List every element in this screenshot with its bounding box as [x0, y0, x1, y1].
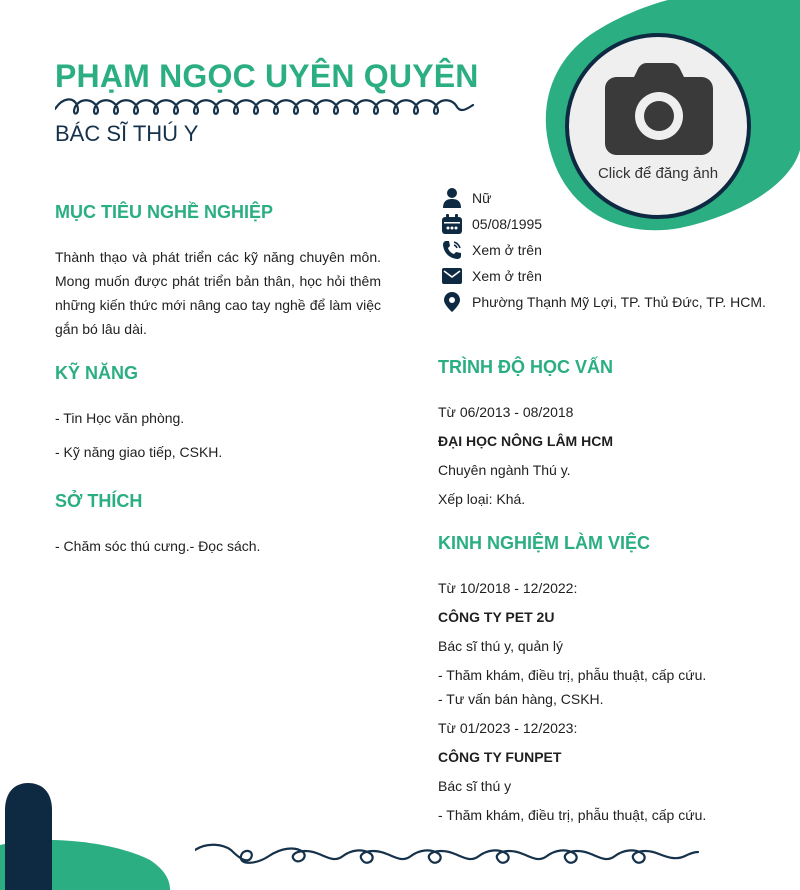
contact-gender [440, 186, 491, 210]
job-duty: - Thăm khám, điều trị, phẫu thuật, cấp cứu. [438, 807, 707, 823]
hobbies-text: - Chăm sóc thú cưng.- Đọc sách. [55, 538, 261, 554]
experience-heading: KINH NGHIỆM LÀM VIỆC [438, 533, 651, 553]
gender-value: Nữ [472, 190, 492, 206]
skill-item: - Tin Học văn phòng. [55, 410, 185, 426]
email-icon [442, 267, 462, 285]
photo-upload-label: Click để đăng ảnh [597, 165, 719, 182]
address-value: Phường Thạnh Mỹ Lợi, TP. Thủ Đức, TP. HCM. [472, 294, 766, 310]
contact-birthday [440, 212, 542, 236]
education-period: Từ 06/2013 - 08/2018 [438, 404, 574, 420]
education-major: Chuyên ngành Thú y. [438, 462, 571, 478]
decor-blob-bottom [0, 770, 200, 890]
location-pin-icon [444, 292, 460, 312]
job-duty: - Thăm khám, điều trị, phẫu thuật, cấp cứu. [438, 667, 707, 683]
objective-heading: MỤC TIÊU NGHỀ NGHIỆP [55, 202, 274, 222]
skills-heading: KỸ NĂNG [55, 363, 139, 383]
job-title: BÁC SĨ THÚ Y [55, 121, 199, 146]
decor-squiggle-bottom [195, 840, 700, 870]
education-school: ĐẠI HỌC NÔNG LÂM HCM [438, 433, 613, 449]
email-value: Xem ở trên [472, 268, 542, 284]
person-icon [443, 188, 461, 208]
job-period: Từ 01/2023 - 12/2023: [438, 720, 578, 736]
objective-text: Thành thạo và phát triển các kỹ năng chuyên môn. Mong muốn được phát triển bản thân, học hỏi thêm những kiến thức mới nâng cao tay nghề để làm việc gắn bó lâu dài. [55, 249, 381, 337]
phone-icon [442, 240, 462, 260]
job-company: CÔNG TY PET 2U [438, 609, 555, 625]
job-period: Từ 10/2018 - 12/2022: [438, 580, 578, 596]
education-heading: TRÌNH ĐỘ HỌC VẤN [438, 357, 613, 377]
job-company: CÔNG TY FUNPET [438, 749, 562, 765]
camera-icon [605, 63, 713, 155]
job-duty: - Tư vấn bán hàng, CSKH. [438, 691, 604, 707]
contact-phone [440, 238, 542, 262]
contact-address [440, 290, 766, 314]
decor-squiggle-top [55, 95, 475, 117]
education-grade: Xếp loại: Khá. [438, 491, 526, 507]
phone-value: Xem ở trên [472, 242, 542, 258]
job-role: Bác sĩ thú y [438, 778, 512, 794]
job-role: Bác sĩ thú y, quản lý [438, 638, 564, 654]
skill-item: - Kỹ năng giao tiếp, CSKH. [55, 444, 223, 460]
contact-email [440, 264, 542, 288]
calendar-icon [442, 214, 462, 234]
hobbies-heading: SỞ THÍCH [55, 491, 143, 511]
candidate-name: PHẠM NGỌC UYÊN QUYÊN [55, 58, 479, 94]
photo-upload[interactable] [565, 33, 751, 219]
birthday-value: 05/08/1995 [472, 216, 543, 232]
